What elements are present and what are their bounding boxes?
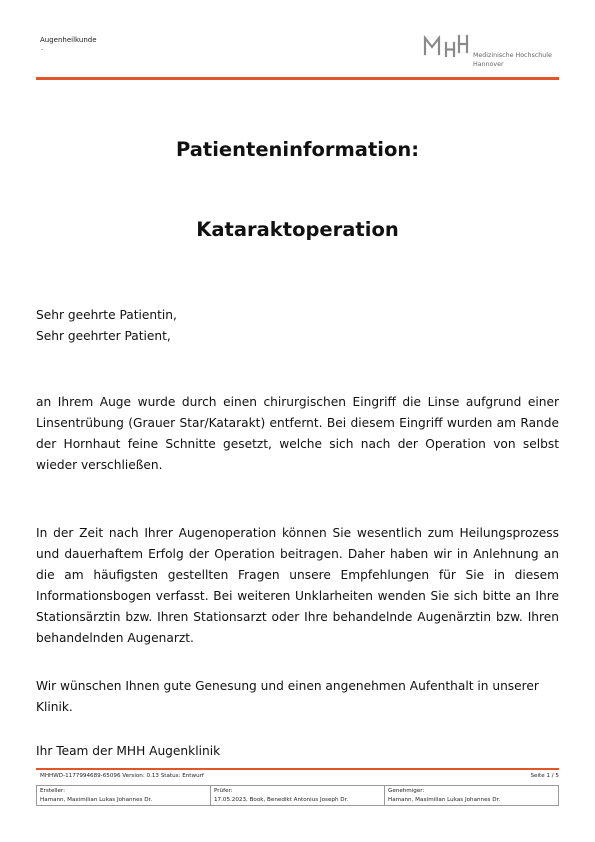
reviewer-label: Prüfer:	[214, 788, 233, 794]
greeting-line-1: Sehr geehrte Patientin,	[36, 308, 177, 322]
approver-value: Hamann, Maximilian Lukas Johannes Dr.	[388, 796, 501, 803]
page-subtitle: Kataraktoperation	[196, 218, 399, 241]
mhh-logo-mark	[422, 34, 472, 58]
approver-label: Genehmiger:	[388, 788, 425, 794]
department-name: Augenheilkunde	[40, 36, 97, 44]
approval-row	[37, 786, 559, 806]
page-number: Seite 1 / 5	[530, 773, 559, 779]
page-title: Patienteninformation:	[175, 138, 420, 161]
creator-value: Hamann, Maximilian Lukas Johannes Dr.	[40, 796, 153, 803]
approval-table	[36, 785, 559, 806]
footer-rule	[36, 768, 559, 770]
mhh-logo	[422, 34, 562, 70]
paragraph-intro: an Ihrem Auge wurde durch einen chirurgischen Eingriff die Linse aufgrund einer Linsentrübung (Grauer Star/Katarakt) entfernt. Bei diesem Eingriff wurden am Rande der Hornhaut feine Schnitte gesetzt, welche sich nach der Operation von selbst wieder verschließen.	[36, 395, 559, 472]
logo-text-line2: Hannover	[473, 61, 504, 68]
department-subline: -	[41, 46, 44, 53]
document-id: MHHWD-1177994689-65096 Version: 0.13 Status: Entwurf	[40, 773, 204, 779]
approver-cell	[385, 786, 559, 806]
logo-text-line1: Medizinische Hochschule	[473, 52, 552, 59]
paragraph-wishes: Wir wünschen Ihnen gute Genesung und einen angenehmen Aufenthalt in unserer Klinik.	[36, 679, 539, 714]
creator-label: Ersteller:	[40, 788, 66, 794]
signature: Ihr Team der MHH Augenklinik	[36, 744, 221, 758]
greeting-line-2: Sehr geehrter Patient,	[36, 329, 171, 343]
greeting	[36, 305, 559, 347]
paragraph-recommendations: In der Zeit nach Ihrer Augenoperation können Sie wesentlich zum Heilungsprozess und dauerhaftem Erfolg der Operation beitragen. Daher haben wir in Anlehnung an die am häufigsten gestellten Fragen unsere Empfehlungen für Sie in diesem Informationsbogen verfasst. Bei weiteren Unklarheiten wenden Sie sich bitte an Ihre Stationsärztin bzw. Ihren Stationsarzt oder Ihre behandelnde Augenärztin bzw. Ihren behandelnden Augenarzt.	[36, 526, 559, 645]
reviewer-value: 17.05.2023, Book, Benedikt Antonius Joseph Dr.	[214, 796, 349, 803]
reviewer-cell	[211, 786, 385, 806]
header-rule	[36, 77, 559, 80]
creator-cell	[37, 786, 211, 806]
